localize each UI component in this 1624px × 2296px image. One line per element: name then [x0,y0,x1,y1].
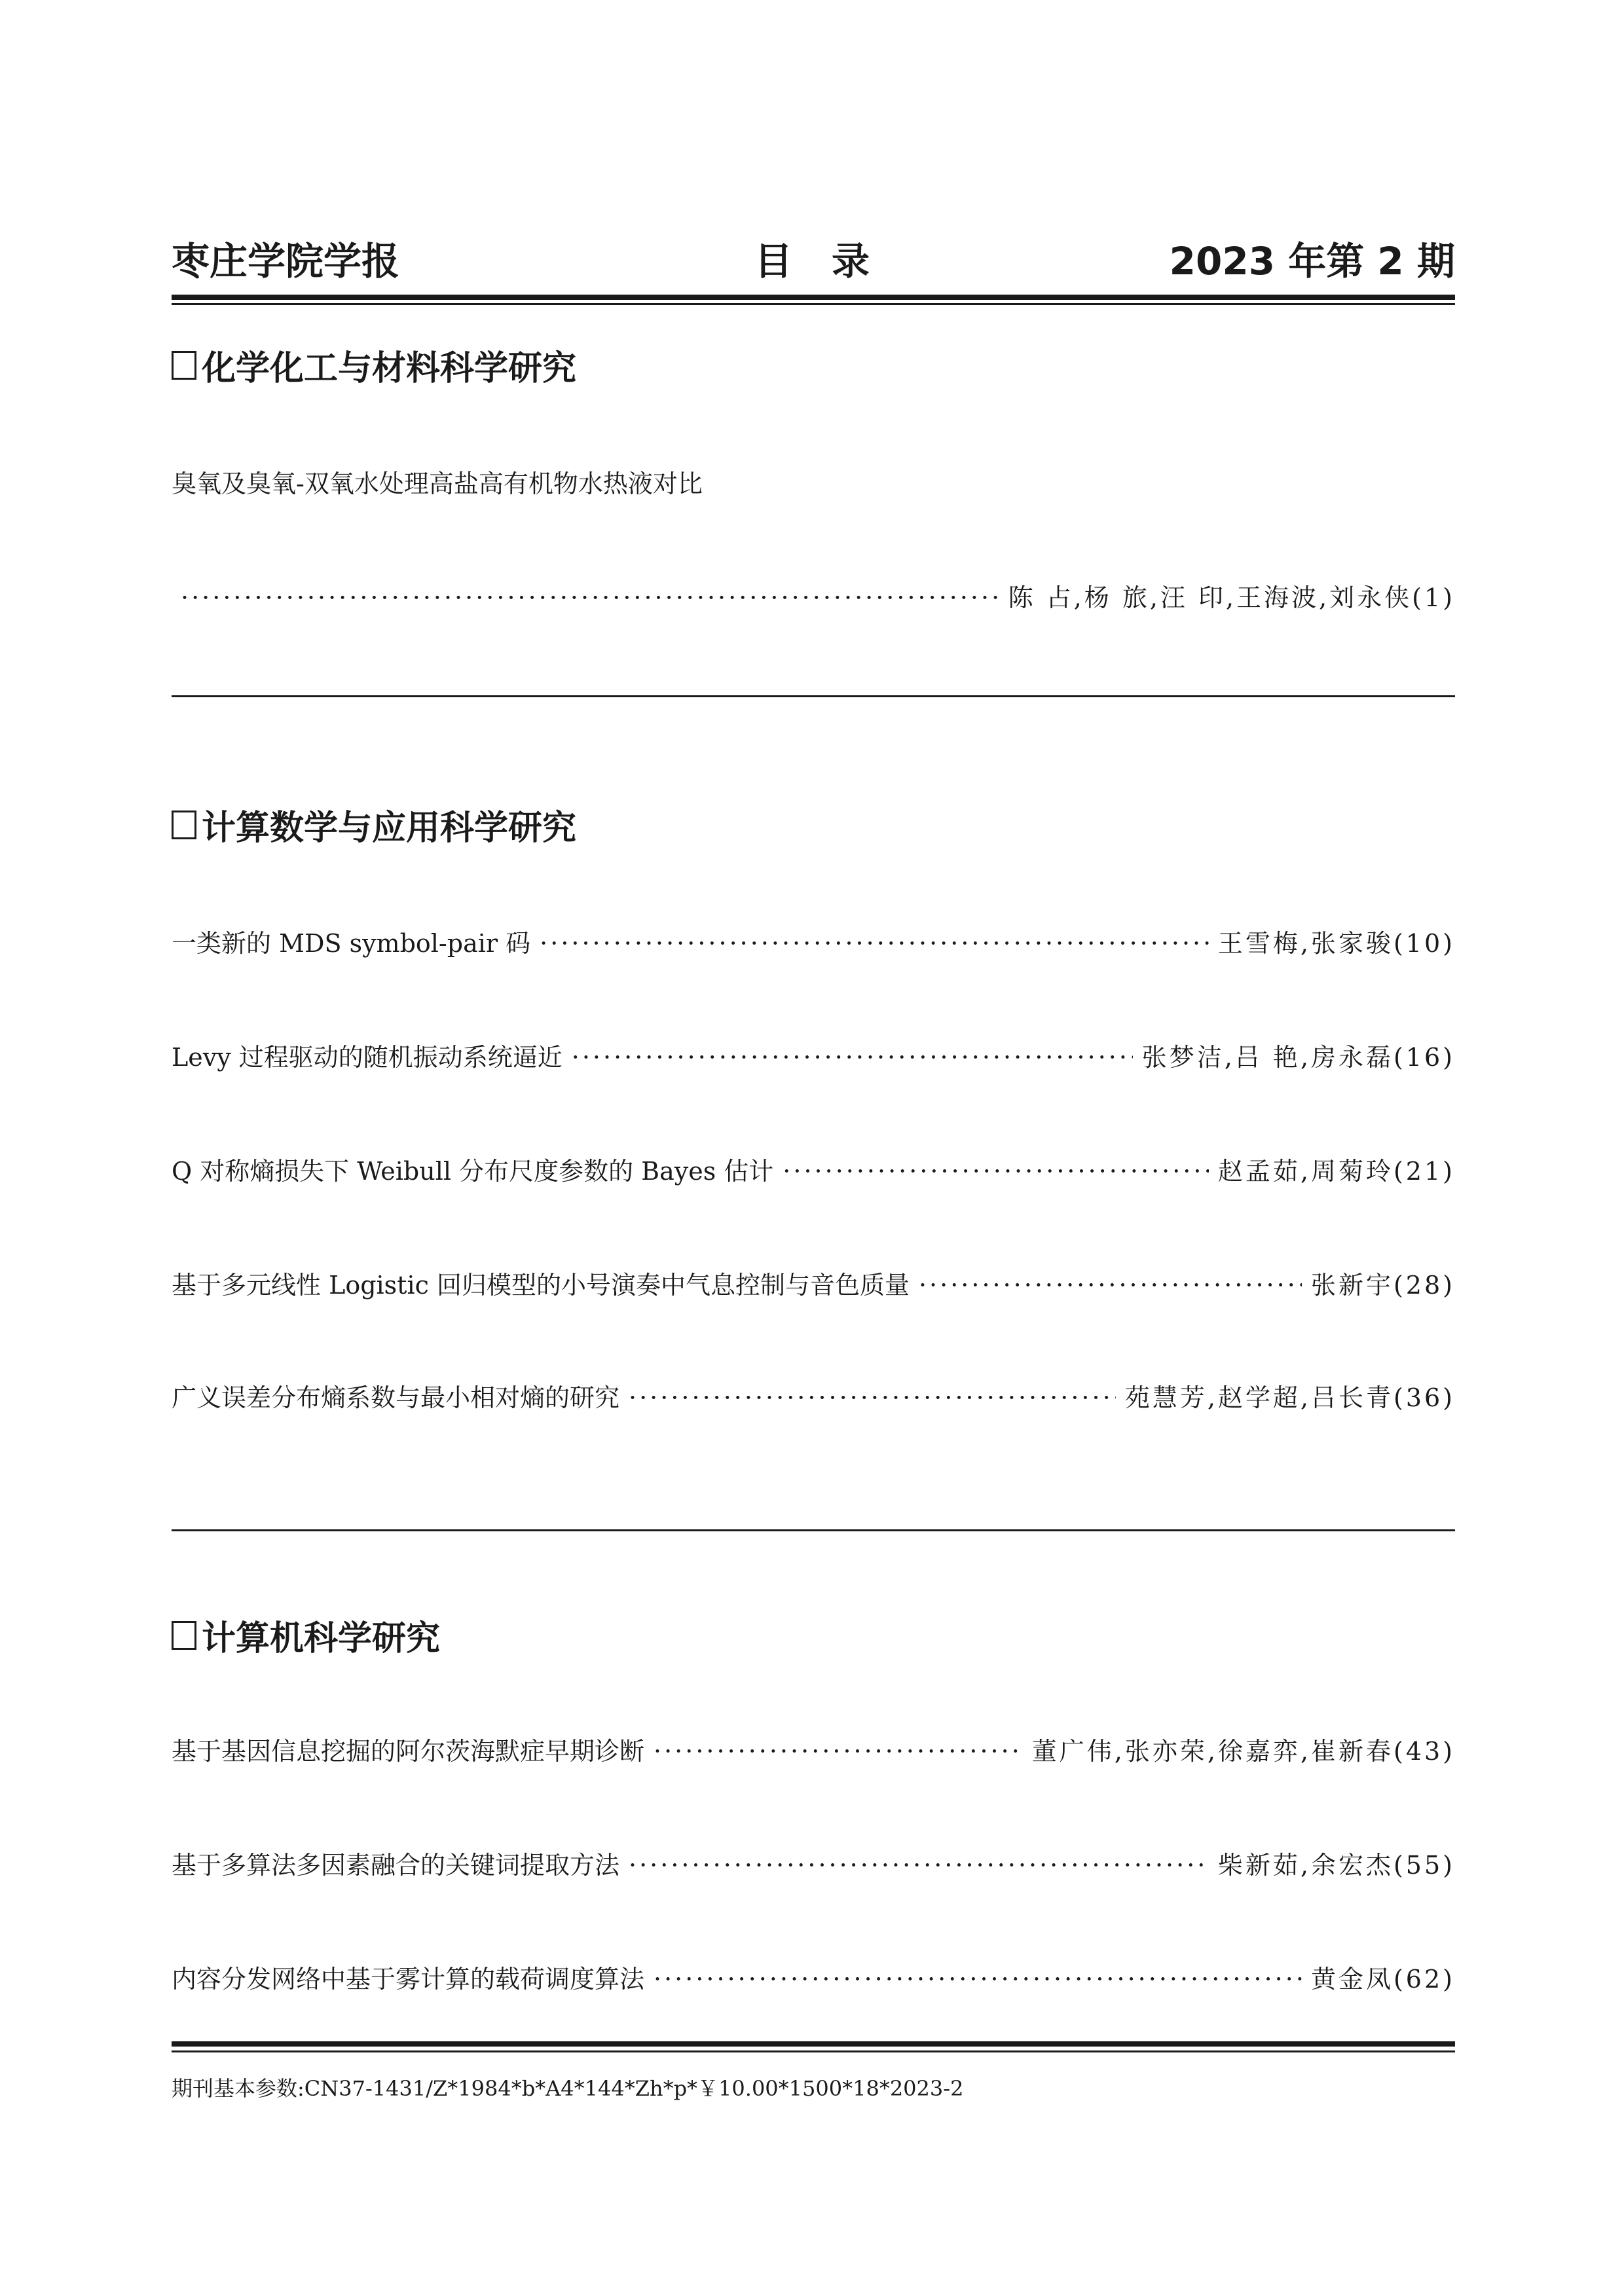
leader-dots [783,1157,1209,1186]
entry-title: 广义误差分布熵系数与最小相对熵的研究 [172,1383,620,1412]
entry-authors: 张新宇(28) [1310,1271,1455,1300]
leader-dots [654,1737,1023,1766]
entry-title: 基于多元线性 Logistic 回归模型的小号演奏中气息控制与音色质量 [172,1271,910,1300]
entry-title: Q 对称熵损失下 Weibull 分布尺度参数的 Bayes 估计 [172,1157,774,1186]
toc-heading: 目录 [754,239,910,283]
journal-parameters: 期刊基本参数:CN37-1431/Z*1984*b*A4*144*Zh*p*￥10.00*1500*18*2023-2 [172,2076,964,2101]
entry-authors: 赵孟茹,周菊玲(21) [1217,1157,1455,1186]
entry-title: 基于基因信息挖掘的阿尔茨海默症早期诊断 [172,1737,645,1766]
entry-title: Levy 过程驱动的随机振动系统逼近 [172,1043,563,1072]
section-title-computer-science: 计算机科学研究 [172,1611,440,1660]
leader-dots [919,1271,1302,1300]
section-title-computational-math: 计算数学与应用科学研究 [172,800,576,849]
leader-dots [629,1383,1116,1412]
leader-dots [181,583,999,612]
toc-entry [172,1845,1455,1884]
page-header [172,230,1455,289]
entry-title: 内容分发网络中基于雾计算的载荷调度算法 [172,1965,645,1994]
entry-authors: 董广伟,张亦荣,徐嘉弈,崔新春(43) [1031,1737,1455,1766]
toc-entry [172,1377,1455,1417]
entry-authors: 张梦洁,吕 艳,房永磊(16) [1141,1043,1455,1072]
section-divider [172,695,1455,697]
header-rule-thick [172,295,1455,300]
journal-name: 枣庄学院学报 [172,239,400,283]
issue-label: 2023 年第 2 期 [1169,239,1455,283]
toc-entry [172,1151,1455,1190]
leader-dots [654,1965,1302,1994]
entry-authors: 陈 占,杨 旅,汪 印,王海波,刘永侠(1) [1008,583,1455,612]
entry-authors: 王雪梅,张家骏(10) [1217,929,1455,958]
entry-title: 臭氧及臭氧-双氧水处理高盐高有机物水热液对比 [172,469,703,498]
section-title-chemistry: 化学化工与材料科学研究 [172,340,576,390]
leader-dots [629,1851,1209,1880]
leader-dots [540,929,1209,958]
entry-title: 基于多算法多因素融合的关键词提取方法 [172,1851,620,1880]
checkbox-square-icon [172,1621,196,1650]
toc-entry [172,1731,1455,1770]
toc-entry [172,1265,1455,1304]
entry-authors: 黄金凤(62) [1310,1965,1455,1994]
toc-page [172,0,1455,2296]
toc-entry [172,923,1455,962]
checkbox-square-icon [172,351,196,380]
header-rule-thin [172,303,1455,305]
checkbox-square-icon [172,811,196,839]
toc-entry [172,1959,1455,1998]
leader-dots [572,1043,1133,1072]
entry-authors: 柴新茹,余宏杰(55) [1217,1851,1455,1880]
toc-entry [172,1037,1455,1076]
entry-title: 一类新的 MDS symbol-pair 码 [172,929,531,958]
section-divider [172,1529,1455,1531]
footer-rule-thin [172,2050,1455,2052]
footer-rule-thick [172,2041,1455,2047]
toc-entry [172,577,1455,617]
entry-authors: 苑慧芳,赵学超,吕长青(36) [1124,1383,1455,1412]
